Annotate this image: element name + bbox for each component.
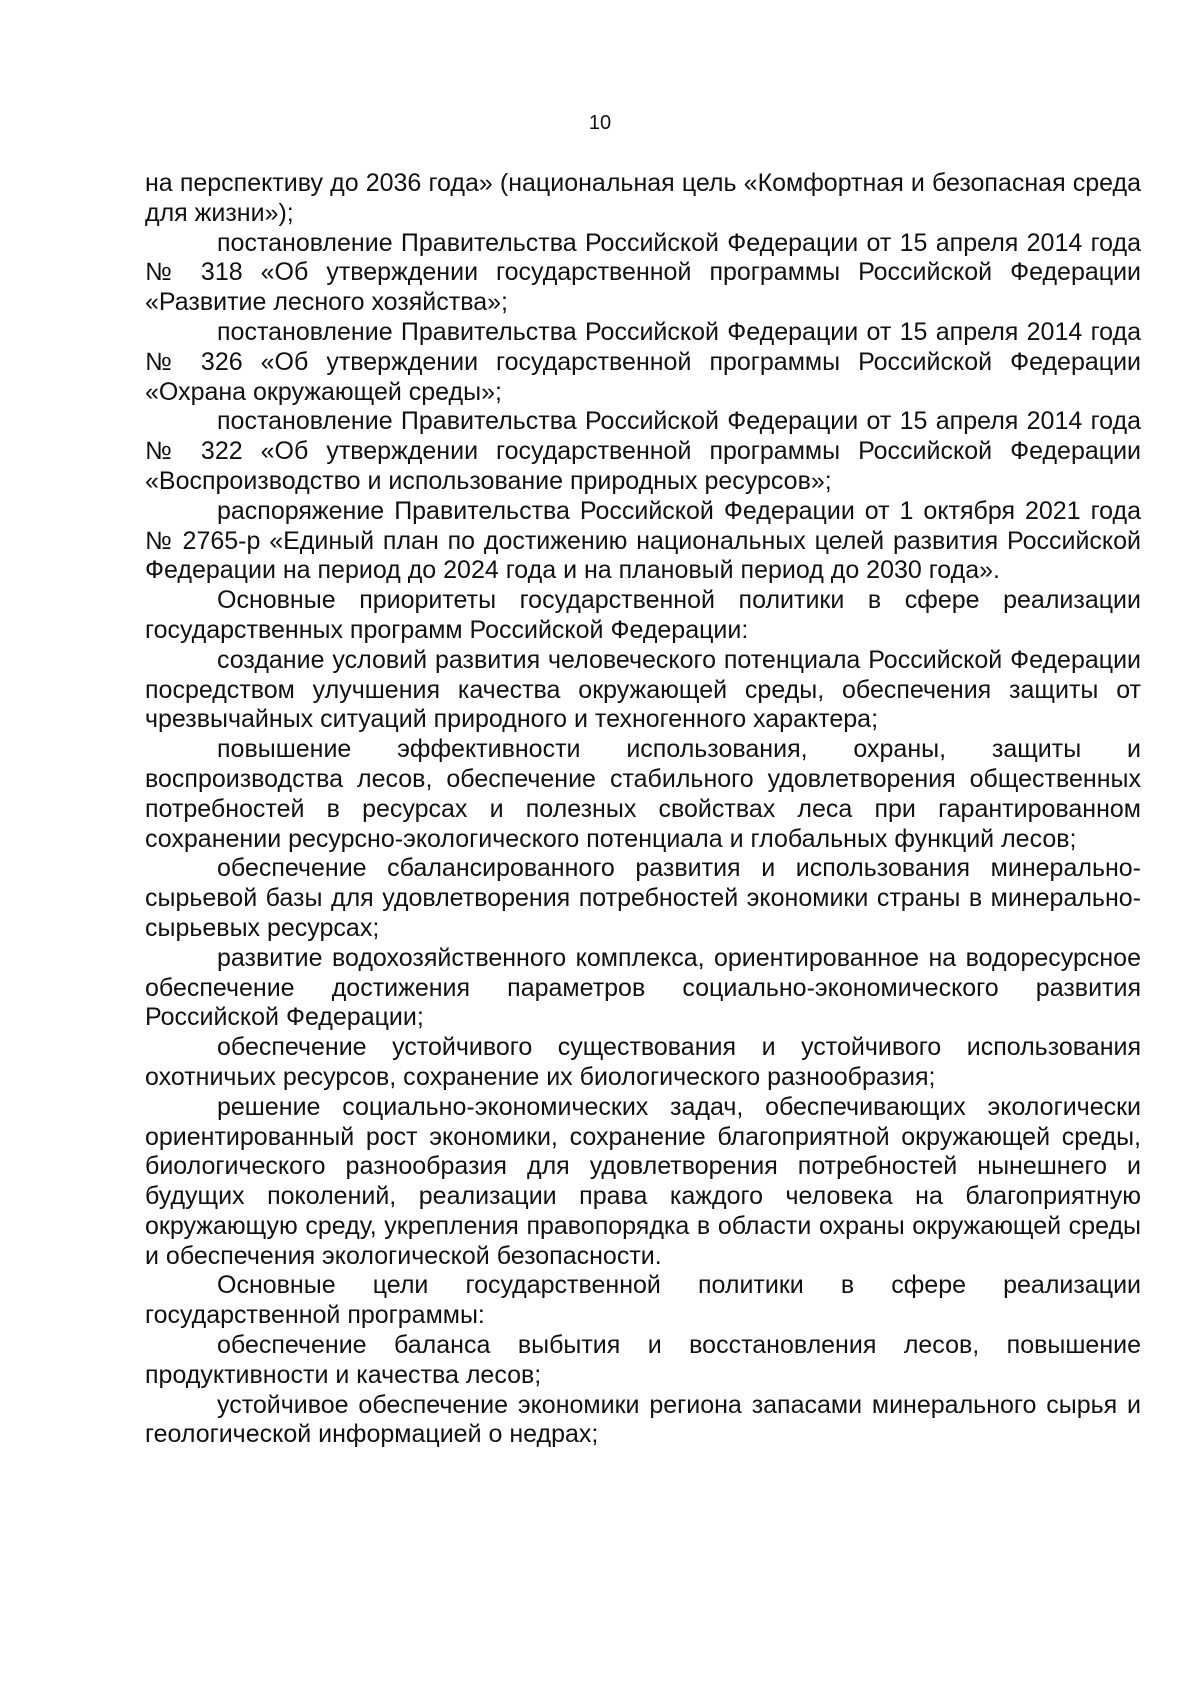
paragraph: обеспечение устойчивого существования и устойчивого использования охотничьих ресурсов, сохранение их биологического разнообразия; [145, 1033, 1141, 1091]
paragraph: постановление Правительства Российской Федерации от 15 апреля 2014 года № 318 «Об утверждении государственной программы Российской Федерации «Развитие лесного хозяйства»; [145, 228, 1141, 317]
paragraph: развитие водохозяйственного комплекса, ориентированное на водоресурсное обеспечение достижения параметров социально-экономического развития Российской Федерации; [145, 943, 1141, 1032]
paragraph: решение социально-экономических задач, обеспечивающих экологически ориентированный рост экономики, сохранение благоприятной окружающей среды, биологического разнообразия для удовлетворения потребностей нынешнего и будущих поколений, реализации права каждого человека на благоприятную окружающую среду, укрепления правопорядка в области охраны окружающей среды и обеспечения экологической безопасности. [145, 1092, 1141, 1270]
paragraph: создание условий развития человеческого потенциала Российской Федерации посредством улучшения качества окружающей среды, обеспечения защиты от чрезвычайных ситуаций природного и техногенного характера; [145, 645, 1141, 734]
paragraph: устойчивое обеспечение экономики региона запасами минерального сырья и геологической информацией о недрах; [145, 1390, 1141, 1449]
page-number: 10 [588, 112, 612, 134]
document-body [145, 169, 1141, 1450]
paragraph: постановление Правительства Российской Федерации от 15 апреля 2014 года № 326 «Об утверждении государственной программы Российской Федерации «Охрана окружающей среды»; [145, 317, 1141, 406]
paragraph: постановление Правительства Российской Федерации от 15 апреля 2014 года № 322 «Об утверждении государственной программы Российской Федерации «Воспроизводство и использование природных ресурсов»; [145, 407, 1141, 495]
paragraph: Основные приоритеты государственной политики в сфере реализации государственных программ Российской Федерации: [145, 586, 1141, 644]
paragraph: на перспективу до 2036 года» (национальная цель «Комфортная и безопасная среда для жизни»); [145, 169, 1141, 227]
paragraph: повышение эффективности использования, охраны, защиты и воспроизводства лесов, обеспечение стабильного удовлетворения общественных потребностей в ресурсах и полезных свойствах леса при гарантированном сохранении ресурсно-экологического потенциала и глобальных функций лесов; [145, 735, 1141, 853]
paragraph: распоряжение Правительства Российской Федерации от 1 октября 2021 года № 2765-р «Единый план по достижению национальных целей развития Российской Федерации на период до 2024 года и на плановый период до 2030 года». [145, 496, 1141, 585]
paragraph: обеспечение сбалансированного развития и использования минерально-сырьевой базы для удовлетворения потребностей экономики страны в минерально-сырьевых ресурсах; [145, 854, 1141, 942]
paragraph: Основные цели государственной политики в сфере реализации государственной программы: [145, 1271, 1141, 1330]
paragraph: обеспечение баланса выбытия и восстановления лесов, повышение продуктивности и качества лесов; [145, 1331, 1141, 1389]
